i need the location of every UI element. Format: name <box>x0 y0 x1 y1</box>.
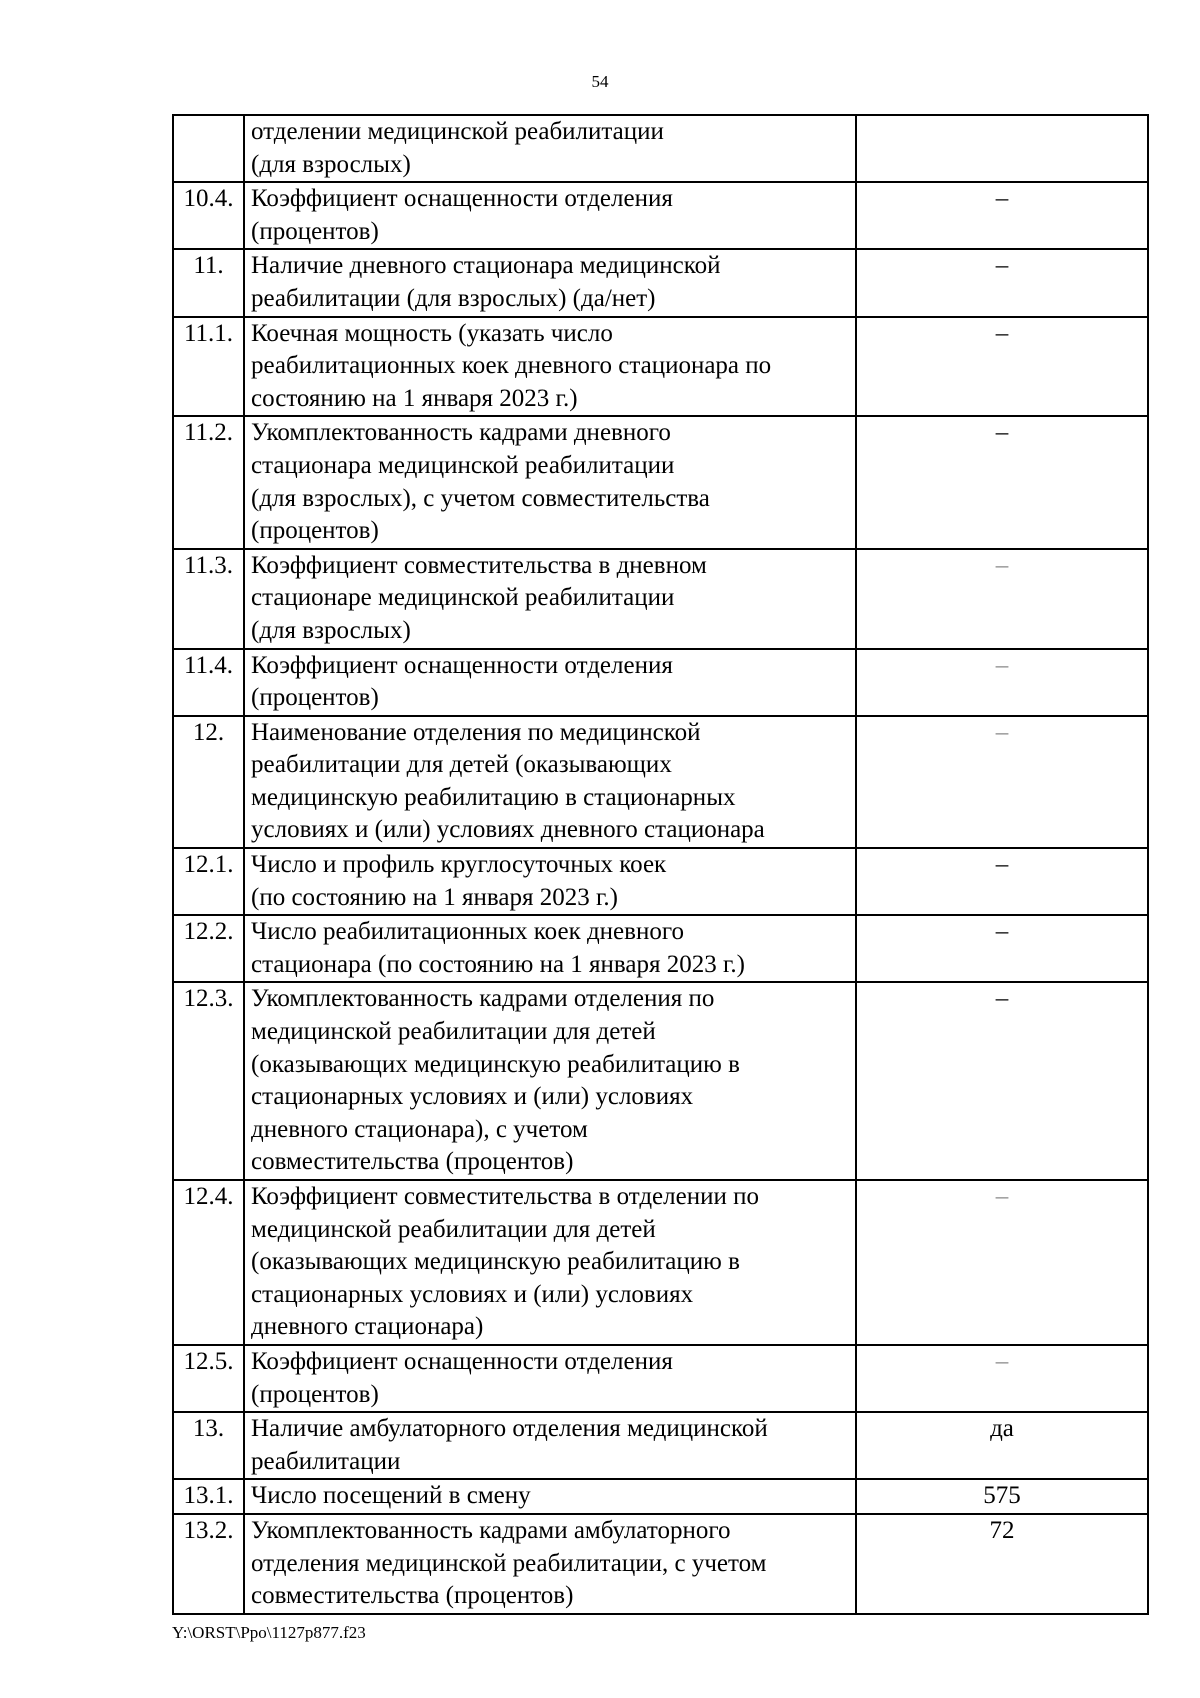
row-description: Коэффициент совместительства в дневном стационаре медицинской реабилитации (для взрослых) <box>244 549 856 649</box>
table-row <box>173 182 1148 249</box>
table-row <box>173 1345 1148 1412</box>
row-description: Наличие амбулаторного отделения медицинской реабилитации <box>244 1412 856 1479</box>
row-value <box>856 115 1148 182</box>
row-description: Наличие дневного стационара медицинской реабилитации (для взрослых) (да/нет) <box>244 249 856 316</box>
row-value: 575 <box>856 1479 1148 1514</box>
row-value: 72 <box>856 1514 1148 1614</box>
table-row <box>173 249 1148 316</box>
row-number: 11.2. <box>173 416 244 548</box>
indicators-table <box>172 114 1149 1615</box>
row-description: Укомплектованность кадрами дневного стационара медицинской реабилитации (для взрослых), с учетом совместительства (процентов) <box>244 416 856 548</box>
table-row <box>173 1514 1148 1614</box>
row-description: Число реабилитационных коек дневного стационара (по состоянию на 1 января 2023 г.) <box>244 915 856 982</box>
row-number: 13.2. <box>173 1514 244 1614</box>
table-row <box>173 915 1148 982</box>
row-number: 10.4. <box>173 182 244 249</box>
row-description: Число и профиль круглосуточных коек (по состоянию на 1 января 2023 г.) <box>244 848 856 915</box>
row-value: – <box>856 716 1148 848</box>
table-row <box>173 649 1148 716</box>
row-number: 13. <box>173 1412 244 1479</box>
row-value: – <box>856 649 1148 716</box>
table-row <box>173 982 1148 1180</box>
row-description: Число посещений в смену <box>244 1479 856 1514</box>
page-number: 54 <box>591 72 609 91</box>
table-row <box>173 1412 1148 1479</box>
row-number: 12.5. <box>173 1345 244 1412</box>
row-number: 11.4. <box>173 649 244 716</box>
table-row <box>173 416 1148 548</box>
row-description: Коэффициент совместительства в отделении по медицинской реабилитации для детей (оказывающих медицинскую реабилитацию в стационарных условиях и (или) условиях дневного стационара) <box>244 1180 856 1345</box>
row-number: 12.3. <box>173 982 244 1180</box>
row-description: отделении медицинской реабилитации (для взрослых) <box>244 115 856 182</box>
table-row <box>173 716 1148 848</box>
row-description: Коэффициент оснащенности отделения (процентов) <box>244 649 856 716</box>
row-value: – <box>856 915 1148 982</box>
row-description: Коечная мощность (указать число реабилитационных коек дневного стационара по состоянию на 1 января 2023 г.) <box>244 317 856 417</box>
row-description: Укомплектованность кадрами амбулаторного отделения медицинской реабилитации, с учетом совместительства (процентов) <box>244 1514 856 1614</box>
row-number: 12.2. <box>173 915 244 982</box>
table-row <box>173 317 1148 417</box>
row-description: Коэффициент оснащенности отделения (процентов) <box>244 1345 856 1412</box>
row-value: – <box>856 416 1148 548</box>
row-value: – <box>856 249 1148 316</box>
row-value: – <box>856 982 1148 1180</box>
table-row <box>173 848 1148 915</box>
row-number: 11.3. <box>173 549 244 649</box>
row-value: – <box>856 1180 1148 1345</box>
row-value: – <box>856 317 1148 417</box>
row-description: Наименование отделения по медицинской реабилитации для детей (оказывающих медицинскую реабилитацию в стационарных условиях и (или) условиях дневного стационара <box>244 716 856 848</box>
row-value: – <box>856 549 1148 649</box>
row-value: да <box>856 1412 1148 1479</box>
table-row <box>173 1479 1148 1514</box>
row-description: Коэффициент оснащенности отделения (процентов) <box>244 182 856 249</box>
row-description: Укомплектованность кадрами отделения по медицинской реабилитации для детей (оказывающих медицинскую реабилитацию в стационарных условиях и (или) условиях дневного стационара), с учетом совместительства (процентов) <box>244 982 856 1180</box>
row-number: 12. <box>173 716 244 848</box>
row-value: – <box>856 1345 1148 1412</box>
table-row <box>173 115 1148 182</box>
row-value: – <box>856 182 1148 249</box>
table-row <box>173 1180 1148 1345</box>
row-number: 11.1. <box>173 317 244 417</box>
row-value: – <box>856 848 1148 915</box>
row-number <box>173 115 244 182</box>
row-number: 12.4. <box>173 1180 244 1345</box>
row-number: 12.1. <box>173 848 244 915</box>
file-path-footer: Y:\ORST\Ppo\1127p877.f23 <box>172 1623 366 1642</box>
row-number: 11. <box>173 249 244 316</box>
table-row <box>173 549 1148 649</box>
row-number: 13.1. <box>173 1479 244 1514</box>
